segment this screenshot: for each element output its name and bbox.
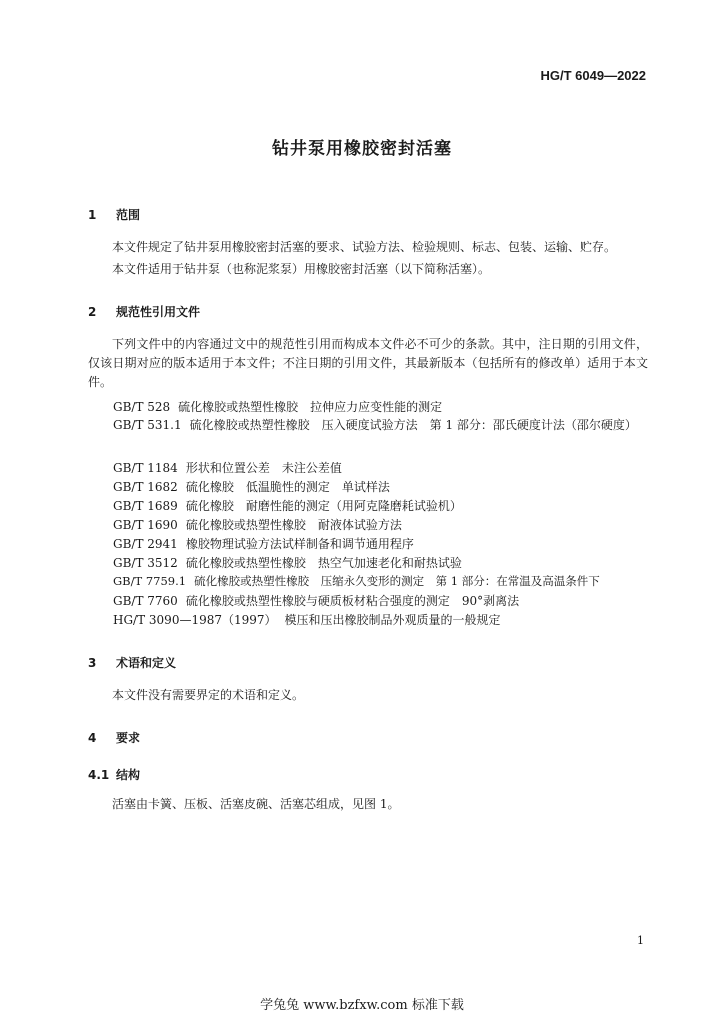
- reference-title: 硫化橡胶 低温脆性的测定 单试样法: [185, 480, 390, 494]
- reference-item: [113, 398, 442, 415]
- page-number: 1: [637, 934, 644, 947]
- reference-item: [113, 535, 414, 552]
- reference-title: 硫化橡胶或热塑性橡胶 热空气加速老化和耐热试验: [185, 556, 462, 570]
- section-4-heading: [88, 729, 140, 746]
- paragraph: 本文件规定了钻井泵用橡胶密封活塞的要求、试验方法、检验规则、标志、包装、运输、贮存。: [112, 240, 617, 254]
- intro-paragraph: 下列文件中的内容通过文中的规范性引用而构成本文件必不可少的条款。其中，注日期的引用文件，仅该日期对应的版本适用于本文件；不注日期的引用文件，其最新版本（包括所有的修改单）适用于本文件。: [88, 337, 648, 389]
- reference-item: [113, 611, 501, 628]
- section-title: 术语和定义: [116, 656, 177, 670]
- section-title: 要求: [116, 731, 141, 745]
- reference-title: 形状和位置公差 未注公差值: [185, 461, 342, 475]
- reference-code: GB/T 1689: [113, 499, 178, 513]
- reference-code: GB/T 528: [113, 400, 171, 414]
- reference-item: [113, 497, 462, 514]
- reference-title: 硫化橡胶或热塑性橡胶与硬质板材粘合强度的测定 90°剥离法: [185, 594, 520, 608]
- paragraph: 活塞由卡簧、压板、活塞皮碗、活塞芯组成，见图 1。: [112, 797, 400, 811]
- paragraph: 本文件适用于钻井泵（也称泥浆泵）用橡胶密封活塞（以下简称活塞）。: [112, 262, 491, 276]
- section-number: 2: [88, 305, 97, 319]
- reference-code: HG/T 3090—1987（1997）: [113, 613, 277, 627]
- reference-item: [113, 516, 402, 533]
- reference-code: GB/T 7760: [113, 594, 178, 608]
- reference-item: [113, 478, 390, 495]
- reference-item: [113, 573, 600, 589]
- document-title: 钻井泵用橡胶密封活塞: [272, 139, 452, 159]
- reference-title: 硫化橡胶或热塑性橡胶 耐液体试验方法: [185, 518, 402, 532]
- section-title: 结构: [116, 768, 141, 782]
- standard-number: HG/T 6049—2022: [540, 68, 646, 83]
- section-number: 4.1: [88, 768, 110, 782]
- section-1-heading: [88, 206, 140, 223]
- section-title: 规范性引用文件: [116, 305, 201, 319]
- section-number: 4: [88, 731, 97, 745]
- section-2-heading: [88, 303, 200, 320]
- reference-title: 硫化橡胶 耐磨性能的测定（用阿克隆磨耗试验机）: [185, 499, 462, 513]
- reference-code: GB/T 3512: [113, 556, 178, 570]
- reference-title: 模压和压出橡胶制品外观质量的一般规定: [284, 613, 501, 627]
- reference-item: [113, 459, 342, 476]
- reference-code: GB/T 1184: [113, 461, 178, 475]
- reference-code: GB/T 7759.1: [113, 574, 187, 588]
- reference-item: [113, 592, 519, 609]
- reference-title: 硫化橡胶或热塑性橡胶 拉伸应力应变性能的测定: [178, 400, 443, 414]
- reference-code: GB/T 1682: [113, 480, 178, 494]
- section-3-heading: [88, 654, 176, 671]
- reference-title: 硫化橡胶或热塑性橡胶 压缩永久变形的测定 第 1 部分：在常温及高温条件下: [194, 574, 600, 588]
- footer-watermark: 学兔兔 www.bzfxw.com 标准下载: [260, 998, 464, 1013]
- reference-title: 橡胶物理试验方法试样制备和调节通用程序: [185, 537, 414, 551]
- section-4-1-heading: [88, 766, 140, 783]
- reference-title: 硫化橡胶或热塑性橡胶 压入硬度试验方法 第 1 部分：邵氏硬度计法（邵尔硬度）: [189, 418, 637, 432]
- paragraph: 本文件没有需要界定的术语和定义。: [112, 688, 305, 702]
- reference-code: GB/T 1690: [113, 518, 178, 532]
- reference-code: GB/T 531.1: [113, 418, 182, 432]
- reference-item: [113, 554, 462, 571]
- section-number: 1: [88, 208, 97, 222]
- section-title: 范围: [116, 208, 141, 222]
- reference-code: GB/T 2941: [113, 537, 178, 551]
- section-number: 3: [88, 656, 97, 670]
- reference-item: [88, 416, 650, 435]
